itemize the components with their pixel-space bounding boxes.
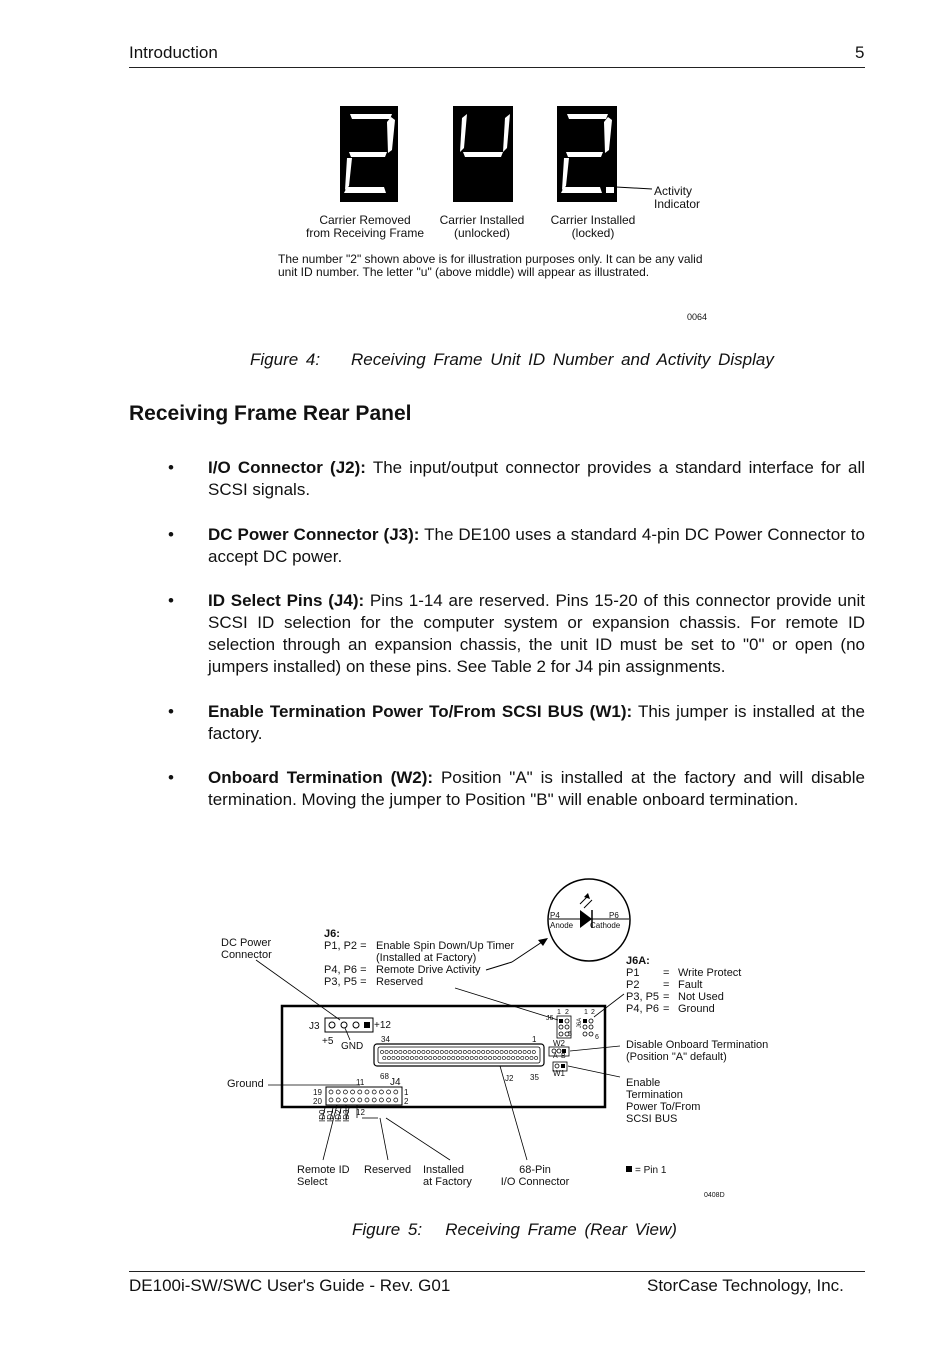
section-title: Receiving Frame Rear Panel [129, 402, 412, 425]
j2-pin34-label: 34 [381, 1035, 390, 1044]
plus12-label: +12 [374, 1020, 391, 1031]
label-carrier-removed: Carrier Removed from Receiving Frame [305, 213, 425, 240]
id2-label: ID2 [334, 1109, 343, 1122]
j6a-label: J6A [577, 1017, 584, 1029]
footer-left: DE100i-SW/SWC User's Guide - Rev. G01 [129, 1276, 451, 1295]
header-section-title: Introduction [129, 43, 218, 62]
bullet-marker: • [168, 702, 174, 721]
j2-pin35-label: 35 [530, 1073, 539, 1082]
bullet-marker: • [168, 525, 174, 544]
led-anode-label: Anode [550, 921, 574, 930]
id3-label: ID3 [342, 1109, 351, 1122]
bullet-onboard-term: Onboard Termination (W2): Position "A" is installed at the factory and will disable termination. Moving the jumper to Position "B" will enable onboard termination. [208, 768, 865, 809]
j6-legend: J6: P1, P2 = Enable Spin Down/Up Timer (Installed at Factory) P4, P6 = Remote Drive Activity P3, P5 = Reserved [324, 928, 515, 988]
id0-label: ID0 [318, 1109, 327, 1122]
j6-pin2-label: 2 [565, 1009, 569, 1016]
j6-pin1-label: 1 [557, 1009, 561, 1016]
j2-pin68-label: 68 [380, 1072, 389, 1081]
bullet-term-power: Enable Termination Power To/From SCSI BUS (W1): This jumper is installed at the factory. [208, 702, 865, 743]
digit-display-locked [557, 106, 617, 202]
j2-label: J2 [505, 1074, 514, 1083]
digit-display-unlocked [453, 106, 513, 202]
bullet-marker: • [168, 768, 174, 787]
dc-power-label: DC Power Connector [221, 937, 272, 961]
figure5-caption: Figure 5: Receiving Frame (Rear View) [352, 1220, 677, 1239]
page-number: 5 [855, 43, 865, 62]
j4-label: J4 [390, 1077, 401, 1088]
enable-termination-label: Enable Termination Power To/From SCSI BUS [626, 1077, 701, 1125]
j6-pin5-label: 5 [568, 1031, 572, 1038]
installed-label: Installed at Factory [423, 1164, 472, 1188]
label-carrier-unlocked: Carrier Installed (unlocked) [439, 213, 525, 240]
j6-label: J6 [546, 1015, 554, 1022]
activity-indicator-label: Activity Indicator [654, 184, 701, 211]
digit-display-removed [340, 106, 398, 202]
rear-panel-diagram [0, 860, 950, 1220]
j4-pin20-label: 20 [313, 1097, 322, 1106]
pin1-legend-square [626, 1166, 632, 1172]
bullet-io-connector: I/O Connector (J2): The input/output connector provides a standard interface for all SCSI signals. [208, 458, 866, 499]
j6a-pin6-label: 6 [595, 1034, 599, 1041]
ground-label: Ground [227, 1078, 264, 1090]
remote-id-label: Remote ID Select [297, 1164, 350, 1188]
footer-rule [129, 1271, 865, 1272]
io-connector-label: 68-Pin I/O Connector [500, 1164, 570, 1188]
label-carrier-locked: Carrier Installed (locked) [550, 213, 636, 240]
j4-id-header [326, 1087, 402, 1105]
bullet-marker: • [168, 458, 174, 477]
bullet-dc-power: DC Power Connector (J3): The DE100 uses a standard 4-pin DC Power Connector to accept DC power. [208, 525, 865, 566]
j4-pin19-label: 19 [313, 1088, 322, 1097]
led-p4-label: P4 [550, 911, 560, 920]
led-p6-label: P6 [609, 911, 619, 920]
disable-termination-label: Disable Onboard Termination (Position "A" default) [626, 1039, 769, 1063]
led-symbol [548, 879, 630, 961]
bullet-id-select: ID Select Pins (J4): Pins 1-14 are reserved. Pins 15-20 of this connector provide unit SCSI ID selection for the computer system or expansion chassis. For remote ID selection through an expansion chassis, the unit ID must be set to "0" or open (no jumpers installed) on these pins. See Table 2 for J4 pin assignments. [208, 591, 865, 676]
j4-pin12-label: 12 [356, 1108, 365, 1117]
j6a-legend: J6A: P1 = Write Protect P2 = Fault P3, P5 = Not Used P4, P6 = Ground [626, 955, 742, 1015]
figure4-note: The number "2" shown above is for illustration purposes only. It can be any valid unit ID number. The letter "u" (above middle) will appear as illustrated. [278, 252, 703, 279]
figure4-caption: Figure 4: Receiving Frame Unit ID Number and Activity Display [250, 350, 774, 369]
pin1-legend-label: = Pin 1 [635, 1165, 667, 1176]
led-cathode-label: Cathode [590, 921, 621, 930]
figure4-code: 0064 [687, 312, 708, 322]
bullet-marker: • [168, 591, 174, 610]
j6a-pin2-label: 2 [591, 1009, 595, 1016]
w2-label: W2 [553, 1039, 565, 1048]
reserved-label: Reserved [364, 1164, 412, 1176]
j2-pin1-label: 1 [532, 1035, 537, 1044]
plus5-label: +5 [322, 1036, 334, 1047]
w1-label: W1 [553, 1069, 565, 1078]
gnd-label: GND [341, 1041, 364, 1052]
figure5-code: 0408D [704, 1192, 725, 1199]
j2-io-connector [374, 1044, 544, 1066]
footer-right: StorCase Technology, Inc. [647, 1276, 844, 1295]
header-rule [129, 67, 865, 68]
j4-pin1-label: 1 [404, 1088, 409, 1097]
w2-a-label: A [553, 1053, 558, 1060]
j4-pin11-label: 11 [356, 1078, 365, 1087]
j6a-pin1-label: 1 [584, 1009, 588, 1016]
j4-pin2-label: 2 [404, 1097, 409, 1106]
j3-label: J3 [309, 1021, 320, 1032]
w2-jumper [549, 1047, 569, 1056]
w2-b-label: B [561, 1053, 566, 1060]
id1-label: ID1 [326, 1109, 335, 1122]
